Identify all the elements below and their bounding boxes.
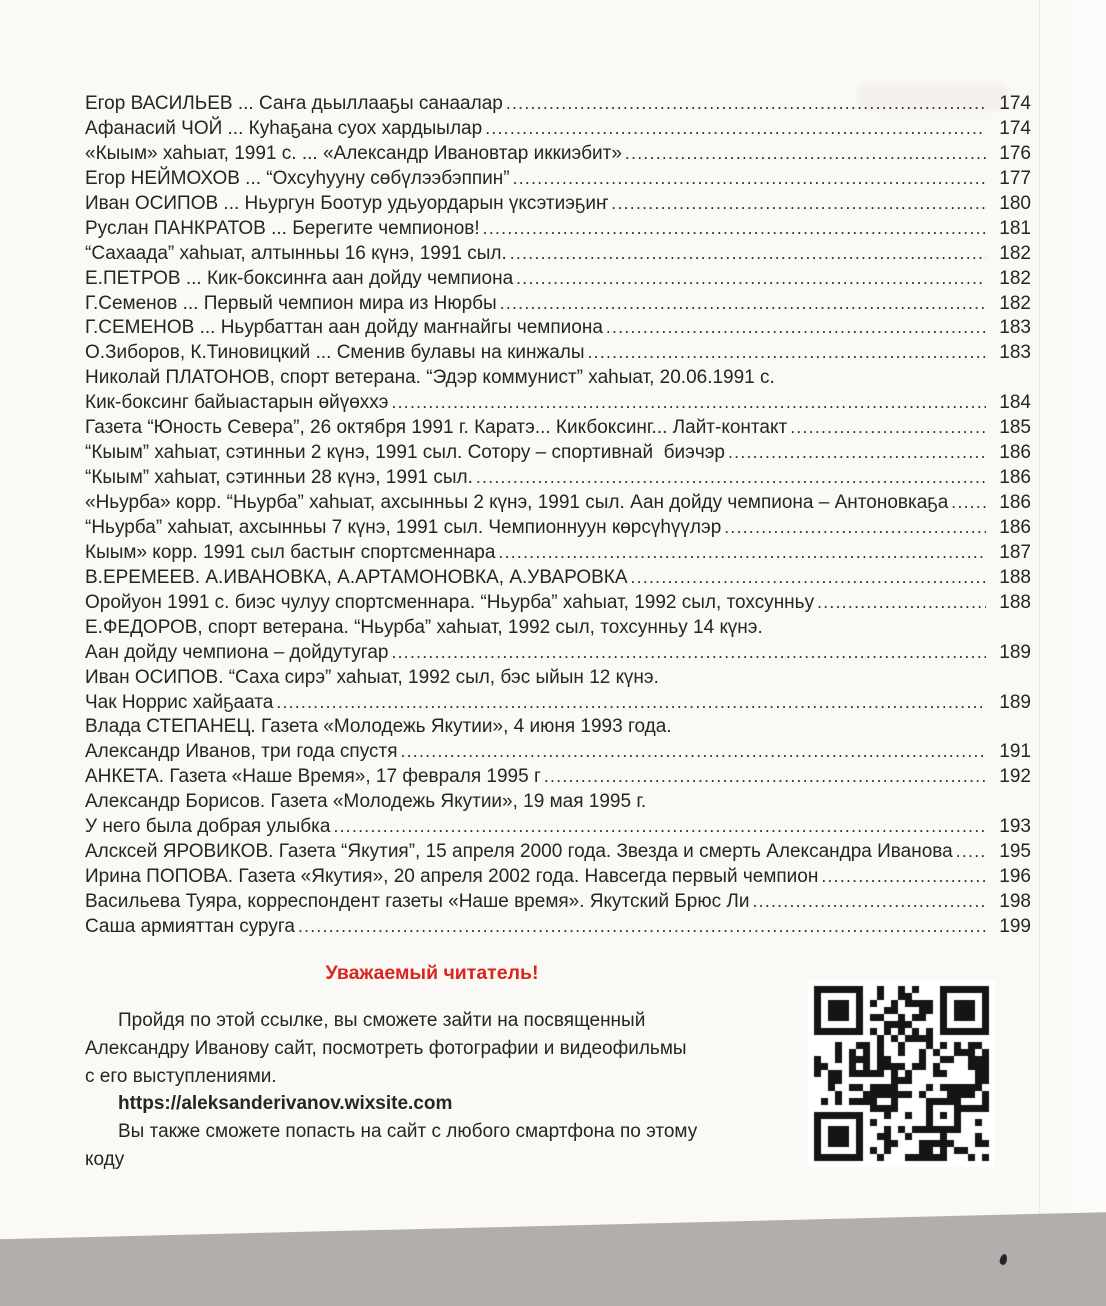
toc-entry [85, 442, 1031, 467]
toc-entry-title: «Ньурба» корр. “Ньурба” хаһыат, ахсынньы 2 күнэ, 1991 сыл. Аан дойду чемпиона – Антоновкаҕа [85, 492, 949, 513]
toc-entry-title: Аан дойду чемпиона – дойдутугар [85, 641, 389, 663]
toc-entry [85, 417, 1031, 442]
toc-entry [85, 317, 1031, 342]
toc-entry [85, 268, 1031, 293]
page-right-edge [1039, 0, 1106, 1240]
toc-entry [85, 118, 1031, 143]
toc-entry-title: “Кыым” хаһыат, сэтинньи 2 күнэ, 1991 сыл. Сотору – спортивнай биэчэр [85, 442, 725, 464]
dot-leader [483, 218, 986, 239]
dot-leader [510, 243, 986, 264]
toc-entry-page: 184 [999, 392, 1031, 414]
toc-entry-title: У него была добрая улыбка [85, 816, 331, 838]
dot-leader [956, 841, 986, 862]
dot-leader [753, 891, 987, 912]
toc-entry-page: 182 [999, 267, 1031, 289]
toc-entry [85, 567, 1031, 592]
dot-leader [817, 592, 986, 613]
toc-entry [85, 342, 1031, 367]
toc-entry [85, 916, 1031, 941]
toc-entry-title: О.Зиборов, К.Тиновицкий ... Сменив булавы на кинжалы [85, 342, 585, 364]
toc-entry-page: 186 [999, 467, 1031, 489]
toc-entry-title: Егор ВАСИЛЬЕВ ... Саҥа дьыллааҕы санаалар [85, 93, 503, 114]
dot-leader [728, 442, 986, 463]
toc-entry-page: 192 [999, 766, 1031, 788]
toc-entry [85, 866, 1031, 891]
toc-entry-title: Е.ФЕДОРОВ, спорт ветерана. “Ньурба” хаһыат, 1992 сыл, тохсунньу 14 күнэ. [85, 616, 763, 638]
toc-entry [85, 642, 1031, 667]
toc-entry-title: Александр Борисов. Газета «Молодежь Якутии», 19 мая 1995 г. [85, 791, 647, 813]
dot-leader [724, 517, 986, 538]
toc-entry-page: 188 [999, 566, 1031, 588]
toc-entry-page: 177 [999, 167, 1031, 189]
dot-leader [951, 492, 986, 513]
toc-entry-page: 186 [999, 442, 1031, 464]
toc-entry-page: 183 [999, 317, 1031, 339]
toc-entry-title: Кыым» корр. 1991 сыл бастыҥ спортсменнара [85, 541, 496, 563]
toc-entry-page: 199 [999, 915, 1031, 937]
toc-entry-page: 193 [999, 816, 1031, 838]
reader-note [85, 962, 779, 1174]
toc-entry-page: 181 [999, 217, 1031, 239]
toc-entry-title: Кик-боксинг байыастарын өйүөххэ [85, 392, 389, 414]
dot-leader [611, 193, 986, 214]
toc-entry-title: Егор НЕЙМОХОВ ... “Охсуһууну сөбүлээбэппин” [85, 167, 510, 189]
toc-entry-title: Г.СЕМЕНОВ ... Ньурбаттан аан дойду маҥнайгы чемпиона [85, 317, 603, 339]
dot-leader [476, 467, 986, 488]
toc-entry [85, 741, 1031, 766]
reader-note-heading: Уважаемый читатель! [325, 962, 539, 984]
toc-entry-title: Влада СТЕПАНЕЦ. Газета «Молодежь Якутии», 4 июня 1993 года. [85, 716, 672, 738]
toc-entry-title: “Кыым” хаһыат, сэтинньи 28 күнэ, 1991 сыл. [85, 467, 473, 489]
toc-entry-page: 174 [999, 93, 1031, 114]
dot-leader [513, 168, 986, 189]
dot-leader [333, 816, 986, 837]
toc-entry [85, 492, 1031, 517]
toc-entry [85, 218, 1031, 243]
toc-entry-title: Николай ПЛАТОНОВ, спорт ветерана. “Эдэр коммунист” хаһыат, 20.06.1991 с. [85, 367, 775, 389]
toc-entry-title: “Ньурба” хаһыат, ахсынньы 7 күнэ, 1991 сыл. Чемпионнуун көрсүһүүлэр [85, 516, 722, 538]
dot-leader [391, 642, 986, 663]
toc-entry-title: Афанасий ЧОЙ ... Куһаҕана суох хардыылар [85, 117, 483, 139]
toc-entry-page: 195 [999, 841, 1031, 863]
toc-entry [85, 293, 1031, 318]
toc-entry [85, 791, 1031, 816]
toc-entry [85, 667, 1031, 692]
toc-entry [85, 766, 1031, 791]
dot-leader [516, 268, 986, 289]
dot-leader [588, 342, 986, 363]
paragraph-line: Пройдя по этой ссылке, вы сможете зайти на посвященный [118, 1010, 646, 1031]
toc-entry [85, 367, 1031, 392]
paragraph-line: Вы также сможете попасть на сайт с любого смартфона по этому [118, 1121, 698, 1143]
toc-entry [85, 841, 1031, 866]
toc-entry [85, 243, 1031, 268]
toc-entry-page: 189 [999, 691, 1031, 713]
toc-entry [85, 93, 1031, 118]
dot-leader [298, 916, 986, 937]
toc-entry [85, 692, 1031, 717]
dot-leader [276, 692, 986, 713]
toc-entry [85, 816, 1031, 841]
toc-entry-title: «Кыым» хаһыат, 1991 с. ... «Александр Ивановтар иккиэбит» [85, 142, 622, 164]
toc-entry-page: 187 [999, 541, 1031, 563]
dot-leader [821, 866, 986, 887]
toc-entry-page: 186 [999, 516, 1031, 538]
toc-entry-title: Васильева Туяра, корреспондент газеты «Наше время». Якутский Брюс Ли [85, 891, 750, 912]
dot-leader [500, 293, 986, 314]
toc-entry-title: “Сахаада” хаһыат, алтынньы 16 күнэ, 1991 сыл. [85, 242, 507, 264]
reader-note-text [85, 1007, 779, 1174]
toc-entry-page: 176 [999, 142, 1031, 164]
toc-entry-title: Оройуон 1991 с. биэс чулуу спортсменнара. “Ньурба” хаһыат, 1992 сыл, тохсунньу [85, 591, 815, 613]
dot-leader [391, 392, 986, 413]
toc-entry-page: 182 [999, 292, 1031, 314]
toc-entry-page: 180 [999, 192, 1031, 214]
dot-leader [544, 766, 986, 787]
toc-entry [85, 891, 1031, 916]
table-of-contents [85, 93, 1031, 941]
qr-code [808, 980, 995, 1167]
toc-entry-page: 186 [999, 492, 1031, 513]
toc-entry-title: Иван ОСИПОВ. “Саха сирэ” хаһыат, 1992 сыл, бэс ыйын 12 күнэ. [85, 666, 659, 688]
paragraph-line: с его выступлениями. [85, 1065, 277, 1087]
toc-entry [85, 143, 1031, 168]
toc-entry-title: Александр Иванов, три года спустя [85, 741, 398, 763]
scanner-bed-band [0, 1210, 1106, 1306]
toc-entry [85, 542, 1031, 567]
toc-entry-page: 189 [999, 641, 1031, 663]
toc-entry-page: 185 [999, 417, 1031, 439]
toc-entry [85, 168, 1031, 193]
toc-entry-title: Ирина ПОПОВА. Газета «Якутия», 20 апреля 2002 года. Навсегда первый чемпион [85, 866, 819, 888]
dot-leader [498, 542, 986, 563]
toc-entry [85, 517, 1031, 542]
toc-entry-title: АНКЕТА. Газета «Наше Время», 17 февраля 1995 г [85, 766, 541, 788]
toc-entry [85, 716, 1031, 741]
paragraph-line: Александру Иванову сайт, посмотреть фотографии и видеофильмы [85, 1037, 687, 1059]
dot-leader [631, 567, 986, 588]
dot-leader [400, 741, 986, 762]
website-url[interactable]: https://aleksanderivanov.wixsite.com [118, 1093, 453, 1115]
toc-entry-title: Иван ОСИПОВ ... Ньургун Боотур удьуордарын үксэтиэҕиҥ [85, 192, 609, 214]
dot-leader [625, 143, 986, 164]
toc-entry [85, 617, 1031, 642]
toc-entry-page: 174 [999, 117, 1031, 139]
toc-entry-page: 198 [999, 891, 1031, 912]
toc-entry-page: 196 [999, 866, 1031, 888]
toc-entry-page: 183 [999, 342, 1031, 364]
toc-entry-page: 188 [999, 591, 1031, 613]
toc-entry [85, 392, 1031, 417]
dot-leader [790, 417, 986, 438]
toc-entry-title: Саша армияттан суруга [85, 915, 295, 937]
dot-leader [606, 317, 986, 338]
toc-entry-title: Руслан ПАНКРАТОВ ... Берегите чемпионов! [85, 217, 480, 239]
toc-entry-title: В.ЕРЕМЕЕВ. А.ИВАНОВКА, А.АРТАМОНОВКА, А.УВАРОВКА [85, 566, 628, 588]
paragraph-line: коду [85, 1148, 125, 1170]
toc-entry-title: Газета “Юность Севера”, 26 октября 1991 г. Каратэ... Кикбоксинг... Лайт-контакт [85, 417, 788, 439]
toc-entry-title: Алсксей ЯРОВИКОВ. Газета “Якутия”, 15 апреля 2000 года. Звезда и смерть Александра Иванова [85, 841, 953, 863]
toc-entry-title: Е.ПЕТРОВ ... Кик-боксинҥа аан дойду чемпиона [85, 267, 514, 289]
toc-entry-page: 182 [999, 242, 1031, 264]
dot-leader [506, 93, 986, 114]
toc-entry-title: Чак Норрис хайҕаата [85, 691, 274, 713]
toc-entry [85, 467, 1031, 492]
dot-leader [485, 118, 986, 139]
toc-entry [85, 193, 1031, 218]
toc-entry-title: Г.Семенов ... Первый чемпион мира из Нюрбы [85, 292, 497, 314]
toc-entry [85, 592, 1031, 617]
toc-entry-page: 191 [999, 741, 1031, 763]
